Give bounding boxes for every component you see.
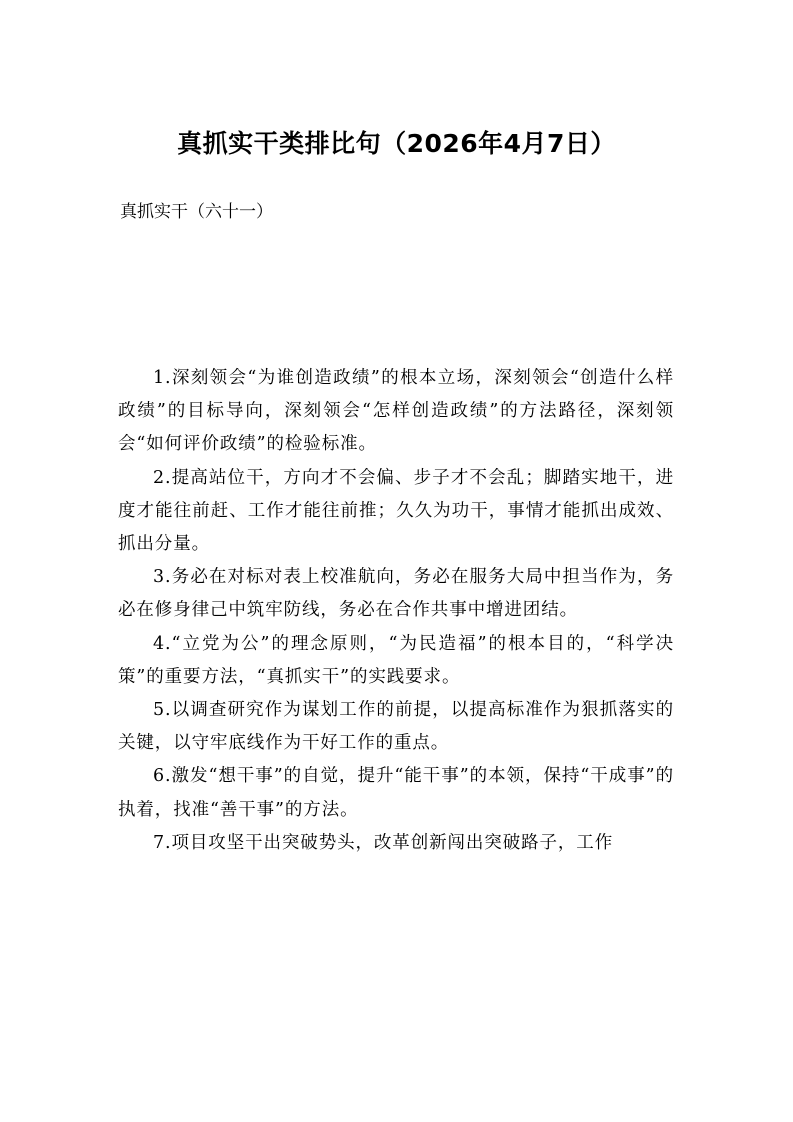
paragraph-2: 2.提高站位干，方向才不会偏、步子才不会乱；脚踏实地干，进度才能往前赶、工作才能往前推；久久为功干，事情才能抓出成效、抓出分量。	[118, 467, 674, 555]
document-body	[118, 362, 674, 860]
paragraph-3: 3.务必在对标对表上校准航向，务必在服务大局中担当作为，务必在修身律己中筑牢防线，务必在合作共事中增进团结。	[118, 567, 674, 621]
paragraph-1: 1.深刻领会“为谁创造政绩”的根本立场，深刻领会“创造什么样政绩”的目标导向，深刻领会“怎样创造政绩”的方法路径，深刻领会“如何评价政绩”的检验标准。	[118, 368, 674, 455]
paragraph-7: 7.项目攻坚干出突破势头，改革创新闯出突破路子，工作	[153, 832, 614, 853]
paragraph-4: 4.“立党为公”的理念原则，“为民造福”的根本目的，“科学决策”的重要方法，“真抓实干”的实践要求。	[118, 633, 674, 687]
paragraph-6: 6.激发“想干事”的自觉，提升“能干事”的本领，保持“干成事”的执着，找准“善干事”的方法。	[118, 766, 674, 820]
document-subtitle: 真抓实干（六十一）	[120, 202, 273, 222]
document-title: 真抓实干类排比句（2026年4月7日）	[177, 129, 616, 158]
paragraph-5: 5.以调查研究作为谋划工作的前提，以提高标准作为狠抓落实的关键，以守牢底线作为干好工作的重点。	[118, 700, 674, 754]
